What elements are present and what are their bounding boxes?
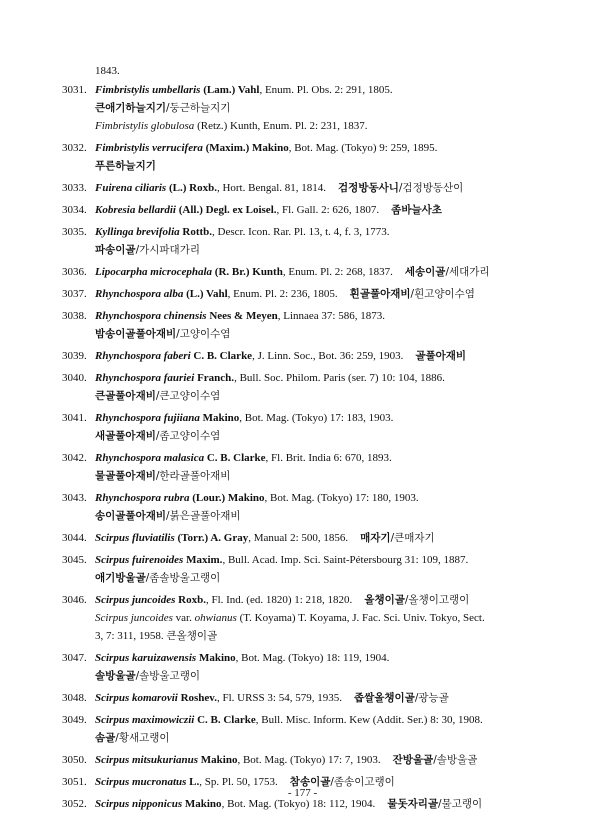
entry-line <box>95 347 582 365</box>
species-name: Scirpus nipponicus <box>95 798 183 810</box>
author: (Lam.) Vahl <box>203 84 260 96</box>
species-name: Fimbristylis umbellaris <box>95 84 201 96</box>
citation-text: , Hort. Bengal. 81, 1814. <box>216 182 327 194</box>
entry-line <box>95 507 582 525</box>
species-name: Rhynchospora faberi <box>95 350 191 362</box>
korean-name: 큰골풀아재비 <box>95 390 156 402</box>
continued-fragment: 1843. <box>95 65 120 77</box>
entry-number: 3043. <box>62 492 87 504</box>
korean-name: 애기방울골 <box>95 572 146 584</box>
species-name: Scirpus fluviatilis <box>95 532 175 544</box>
korean-alt-name: /솔방울골 <box>433 754 478 766</box>
korean-name: 골풀아재비 <box>415 350 467 362</box>
korean-name: 물골풀아재비 <box>95 470 156 482</box>
entry-line <box>95 569 582 587</box>
korean-alt-name: /좀솔방울고랭이 <box>145 572 221 584</box>
citation-text: , Bot. Mag. (Tokyo) 18: 119, 1904. <box>235 652 390 664</box>
entry-line <box>95 711 582 729</box>
citation-text: (T. Koyama) T. Koyama, J. Fac. Sci. Univ. Tokyo, Sect. <box>236 612 485 624</box>
entry-line <box>95 241 582 259</box>
entry-number: 3050. <box>62 754 87 766</box>
korean-name: 세송이골 <box>404 266 446 278</box>
citation-text: (Retz.) Kunth, Enum. Pl. 2: 231, 1837. <box>194 120 368 132</box>
author: C. B. Clarke <box>193 350 253 362</box>
species-name: Rhynchospora alba <box>95 288 184 300</box>
species-name: Scirpus fuirenoides <box>95 554 184 566</box>
entry-3041 <box>62 409 582 445</box>
entry-line <box>95 489 582 507</box>
entry-line <box>95 467 582 485</box>
entry-number: 3047. <box>62 652 87 664</box>
species-name: Scirpus maximowiczii <box>95 714 195 726</box>
entry-line <box>95 729 582 747</box>
korean-name: 물돗자리골 <box>387 798 439 810</box>
entry-3045 <box>62 551 582 587</box>
entry-3047 <box>62 649 582 685</box>
korean-alt-name: /좀고양이수염 <box>155 430 221 442</box>
korean-alt-name: /광능골 <box>414 692 449 704</box>
korean-name: 큰애기하늘지기 <box>95 102 167 114</box>
entry-number: 3031. <box>62 84 87 96</box>
citation-text: , Enum. Pl. 2: 236, 1805. <box>227 288 338 300</box>
entry-number: 3048. <box>62 692 87 704</box>
korean-alt-name: /물고랭이 <box>438 798 483 810</box>
species-name: Rhynchospora malasica <box>95 452 205 464</box>
citation-text: , Fl. Ind. (ed. 1820) 1: 218, 1820. <box>205 594 353 606</box>
korean-name: 파송이골 <box>95 244 136 256</box>
author: Makino <box>200 754 238 766</box>
entry-3049 <box>62 711 582 747</box>
species-name: Fimbristylis verrucifera <box>95 142 203 154</box>
entry-line <box>95 551 582 569</box>
author: (Torr.) A. Gray <box>177 532 249 544</box>
entry-3037 <box>62 285 582 303</box>
citation-text: , Bull. Soc. Philom. Paris (ser. 7) 10: 104, 1886. <box>234 372 445 384</box>
entry-number: 3033. <box>62 182 87 194</box>
entry-number: 3032. <box>62 142 87 154</box>
citation-text: 3, 7: 311, 1958. <box>95 630 167 642</box>
entry-line <box>95 409 582 427</box>
entry-line <box>95 387 582 405</box>
entry-3042 <box>62 449 582 485</box>
species-name: Scirpus juncoides <box>95 594 176 606</box>
citation-text: , Fl. Brit. India 6: 670, 1893. <box>265 452 392 464</box>
entry-3048 <box>62 689 582 707</box>
entry-line <box>95 427 582 445</box>
korean-alt-name: /황새고랭이 <box>115 732 170 744</box>
author: Franch. <box>197 372 235 384</box>
author: (All.) Degl. ex Loisel. <box>178 204 277 216</box>
entry-number: 3037. <box>62 288 87 300</box>
species-name: Scirpus mitsukurianus <box>95 754 199 766</box>
entry-number: 3049. <box>62 714 87 726</box>
entry-line <box>95 179 582 197</box>
entry-line <box>95 325 582 343</box>
author: (L.) Vahl <box>186 288 228 300</box>
korean-alt-name: /둥근하늘지기 <box>166 102 231 114</box>
entry-line <box>95 263 582 281</box>
korean-name: 매자기 <box>360 532 391 544</box>
citation-text: , Bot. Mag. (Tokyo) 18: 112, 1904. <box>221 798 376 810</box>
author: Makino <box>198 652 236 664</box>
species-name: Rhynchospora chinensis <box>95 310 207 322</box>
entry-line <box>95 591 582 609</box>
entry-3040 <box>62 369 582 405</box>
citation-text: , Bull. Acad. Imp. Sci. Saint-Pétersbourg 31: 109, 1887. <box>222 554 469 566</box>
korean-alt-name: /흰고양이수염 <box>410 288 475 300</box>
korean-alt-name: /고양이수염 <box>176 328 231 340</box>
korean-name: 밤송이골풀아재비 <box>95 328 177 340</box>
entry-number: 3035. <box>62 226 87 238</box>
entry-3039 <box>62 347 582 365</box>
korean-alt-name: /한라골풀아재비 <box>155 470 231 482</box>
author: (L.) Roxb. <box>168 182 217 194</box>
species-name: Rhynchospora fujiiana <box>95 412 200 424</box>
entry-number: 3044. <box>62 532 87 544</box>
entry-line <box>95 139 582 157</box>
author: Maxim. <box>186 554 223 566</box>
author: Makino <box>202 412 240 424</box>
species-name: Scirpus komarovii <box>95 692 178 704</box>
korean-name: 올챙이골 <box>364 594 405 606</box>
species-name: Scirpus karuizawensis <box>95 652 197 664</box>
citation-text: , Enum. Pl. Obs. 2: 291, 1805. <box>259 84 393 96</box>
entry-3036 <box>62 263 582 281</box>
species-name: Fuirena ciliaris <box>95 182 167 194</box>
synonym-name: Scirpus juncoides <box>95 612 173 624</box>
entry-3035 <box>62 223 582 259</box>
entry-number: 3045. <box>62 554 87 566</box>
korean-name: 솜골 <box>95 732 116 744</box>
entry-3034 <box>62 201 582 219</box>
author: Roxb. <box>178 594 206 606</box>
korean-name: 좀바늘사초 <box>391 204 442 216</box>
entry-line <box>95 649 582 667</box>
species-name: Lipocarpha microcephala <box>95 266 213 278</box>
entry-line <box>95 609 582 627</box>
korean-name: 잔방울골 <box>392 754 434 766</box>
entry-number: 3038. <box>62 310 87 322</box>
entry-line <box>95 751 582 769</box>
species-list <box>62 81 582 817</box>
entry-3032 <box>62 139 582 175</box>
author: L. <box>189 776 200 788</box>
entry-line <box>95 81 582 99</box>
citation-text: , Descr. Icon. Rar. Pl. 13, t. 4, f. 3, 1773. <box>212 226 390 238</box>
korean-alt-name: /세대가리 <box>445 266 490 278</box>
entry-3043 <box>62 489 582 525</box>
entry-line <box>95 667 582 685</box>
species-name: Kyllinga brevifolia <box>95 226 180 238</box>
entry-line <box>95 627 582 645</box>
entry-line <box>95 529 582 547</box>
entry-number: 3042. <box>62 452 87 464</box>
entry-number: 3046. <box>62 594 87 606</box>
author: (R. Br.) Kunth <box>214 266 283 278</box>
species-name: Rhynchospora fauriei <box>95 372 195 384</box>
entry-number: 3040. <box>62 372 87 384</box>
author: Makino <box>184 798 222 810</box>
citation-text: , Bot. Mag. (Tokyo) 17: 7, 1903. <box>237 754 381 766</box>
citation-text: , Linnaea 37: 586, 1873. <box>277 310 385 322</box>
citation-text: , Bot. Mag. (Tokyo) 9: 259, 1895. <box>288 142 438 154</box>
entry-number: 3034. <box>62 204 87 216</box>
species-name: Scirpus mucronatus <box>95 776 187 788</box>
entry-number: 3041. <box>62 412 87 424</box>
korean-alt-name: /붉은골풀아재비 <box>166 510 241 522</box>
korean-alt-name: /가시파대가리 <box>135 244 200 256</box>
citation-text: , J. Linn. Soc., Bot. 36: 259, 1903. <box>252 350 404 362</box>
entry-3044 <box>62 529 582 547</box>
citation-text: , Sp. Pl. 50, 1753. <box>199 776 278 788</box>
citation-text: , Fl. Gall. 2: 626, 1807. <box>276 204 380 216</box>
citation-text: , Fl. URSS 3: 54, 579, 1935. <box>216 692 342 704</box>
entry-number: 3039. <box>62 350 87 362</box>
korean-name: 푸른하늘지기 <box>95 160 156 172</box>
korean-alt-name: /검정방동산이 <box>398 182 464 194</box>
citation-text: , Enum. Pl. 2: 268, 1837. <box>282 266 393 278</box>
entry-line <box>95 307 582 325</box>
korean-name: 검정방동사니 <box>338 182 399 194</box>
citation-text: , Bot. Mag. (Tokyo) 17: 180, 1903. <box>264 492 419 504</box>
entry-line <box>95 369 582 387</box>
entry-number: 3051. <box>62 776 87 788</box>
entry-line <box>95 201 582 219</box>
korean-alt-name: /큰매자기 <box>390 532 435 544</box>
entry-3046 <box>62 591 582 645</box>
entry-line <box>95 99 582 117</box>
entry-line <box>95 449 582 467</box>
citation-text: , Bot. Mag. (Tokyo) 17: 183, 1903. <box>239 412 394 424</box>
entry-number: 3036. <box>62 266 87 278</box>
entry-3031 <box>62 81 582 135</box>
korean-alt-name: /큰고양이수염 <box>155 390 221 402</box>
entry-3038 <box>62 307 582 343</box>
korean-alt-name: /올챙이고랭이 <box>404 594 470 606</box>
korean-name: 솔방울골 <box>95 670 136 682</box>
author: Roshev. <box>180 692 217 704</box>
author: C. B. Clarke <box>206 452 266 464</box>
korean-alt-name: 큰올챙이골 <box>166 630 218 642</box>
korean-name: 송이골풀아재비 <box>95 510 167 522</box>
entry-line <box>95 223 582 241</box>
entry-line <box>95 157 582 175</box>
citation-text: , Manual 2: 500, 1856. <box>248 532 349 544</box>
entry-line <box>95 689 582 707</box>
author: Rottb. <box>182 226 213 238</box>
synonym-name: ohwianus <box>194 612 237 624</box>
entry-line <box>95 285 582 303</box>
synonym-name: Fimbristylis globulosa <box>95 120 195 132</box>
korean-name: 흰골풀아재비 <box>349 288 411 300</box>
citation-text: , Bull. Misc. Inform. Kew (Addit. Ser.) 8: 30, 1908. <box>255 714 483 726</box>
entry-number: 3052. <box>62 798 87 810</box>
entry-3033 <box>62 179 582 197</box>
author: Nees & Meyen <box>209 310 278 322</box>
korean-name: 새골풀아재비 <box>95 430 156 442</box>
author: (Maxim.) Makino <box>205 142 289 154</box>
entry-3050 <box>62 751 582 769</box>
species-name: Rhynchospora rubra <box>95 492 190 504</box>
page-number: - 177 - <box>287 787 318 799</box>
entry-line <box>95 117 582 135</box>
korean-name: 참송이골 <box>289 776 331 788</box>
korean-name: 좁쌀올챙이골 <box>353 692 415 704</box>
korean-alt-name: /좀송이고랭이 <box>330 776 395 788</box>
author: (Lour.) Makino <box>192 492 265 504</box>
korean-alt-name: /솔방울고랭이 <box>135 670 200 682</box>
author: C. B. Clarke <box>197 714 256 726</box>
citation-text: var. <box>172 612 195 624</box>
species-name: Kobresia bellardii <box>95 204 176 216</box>
